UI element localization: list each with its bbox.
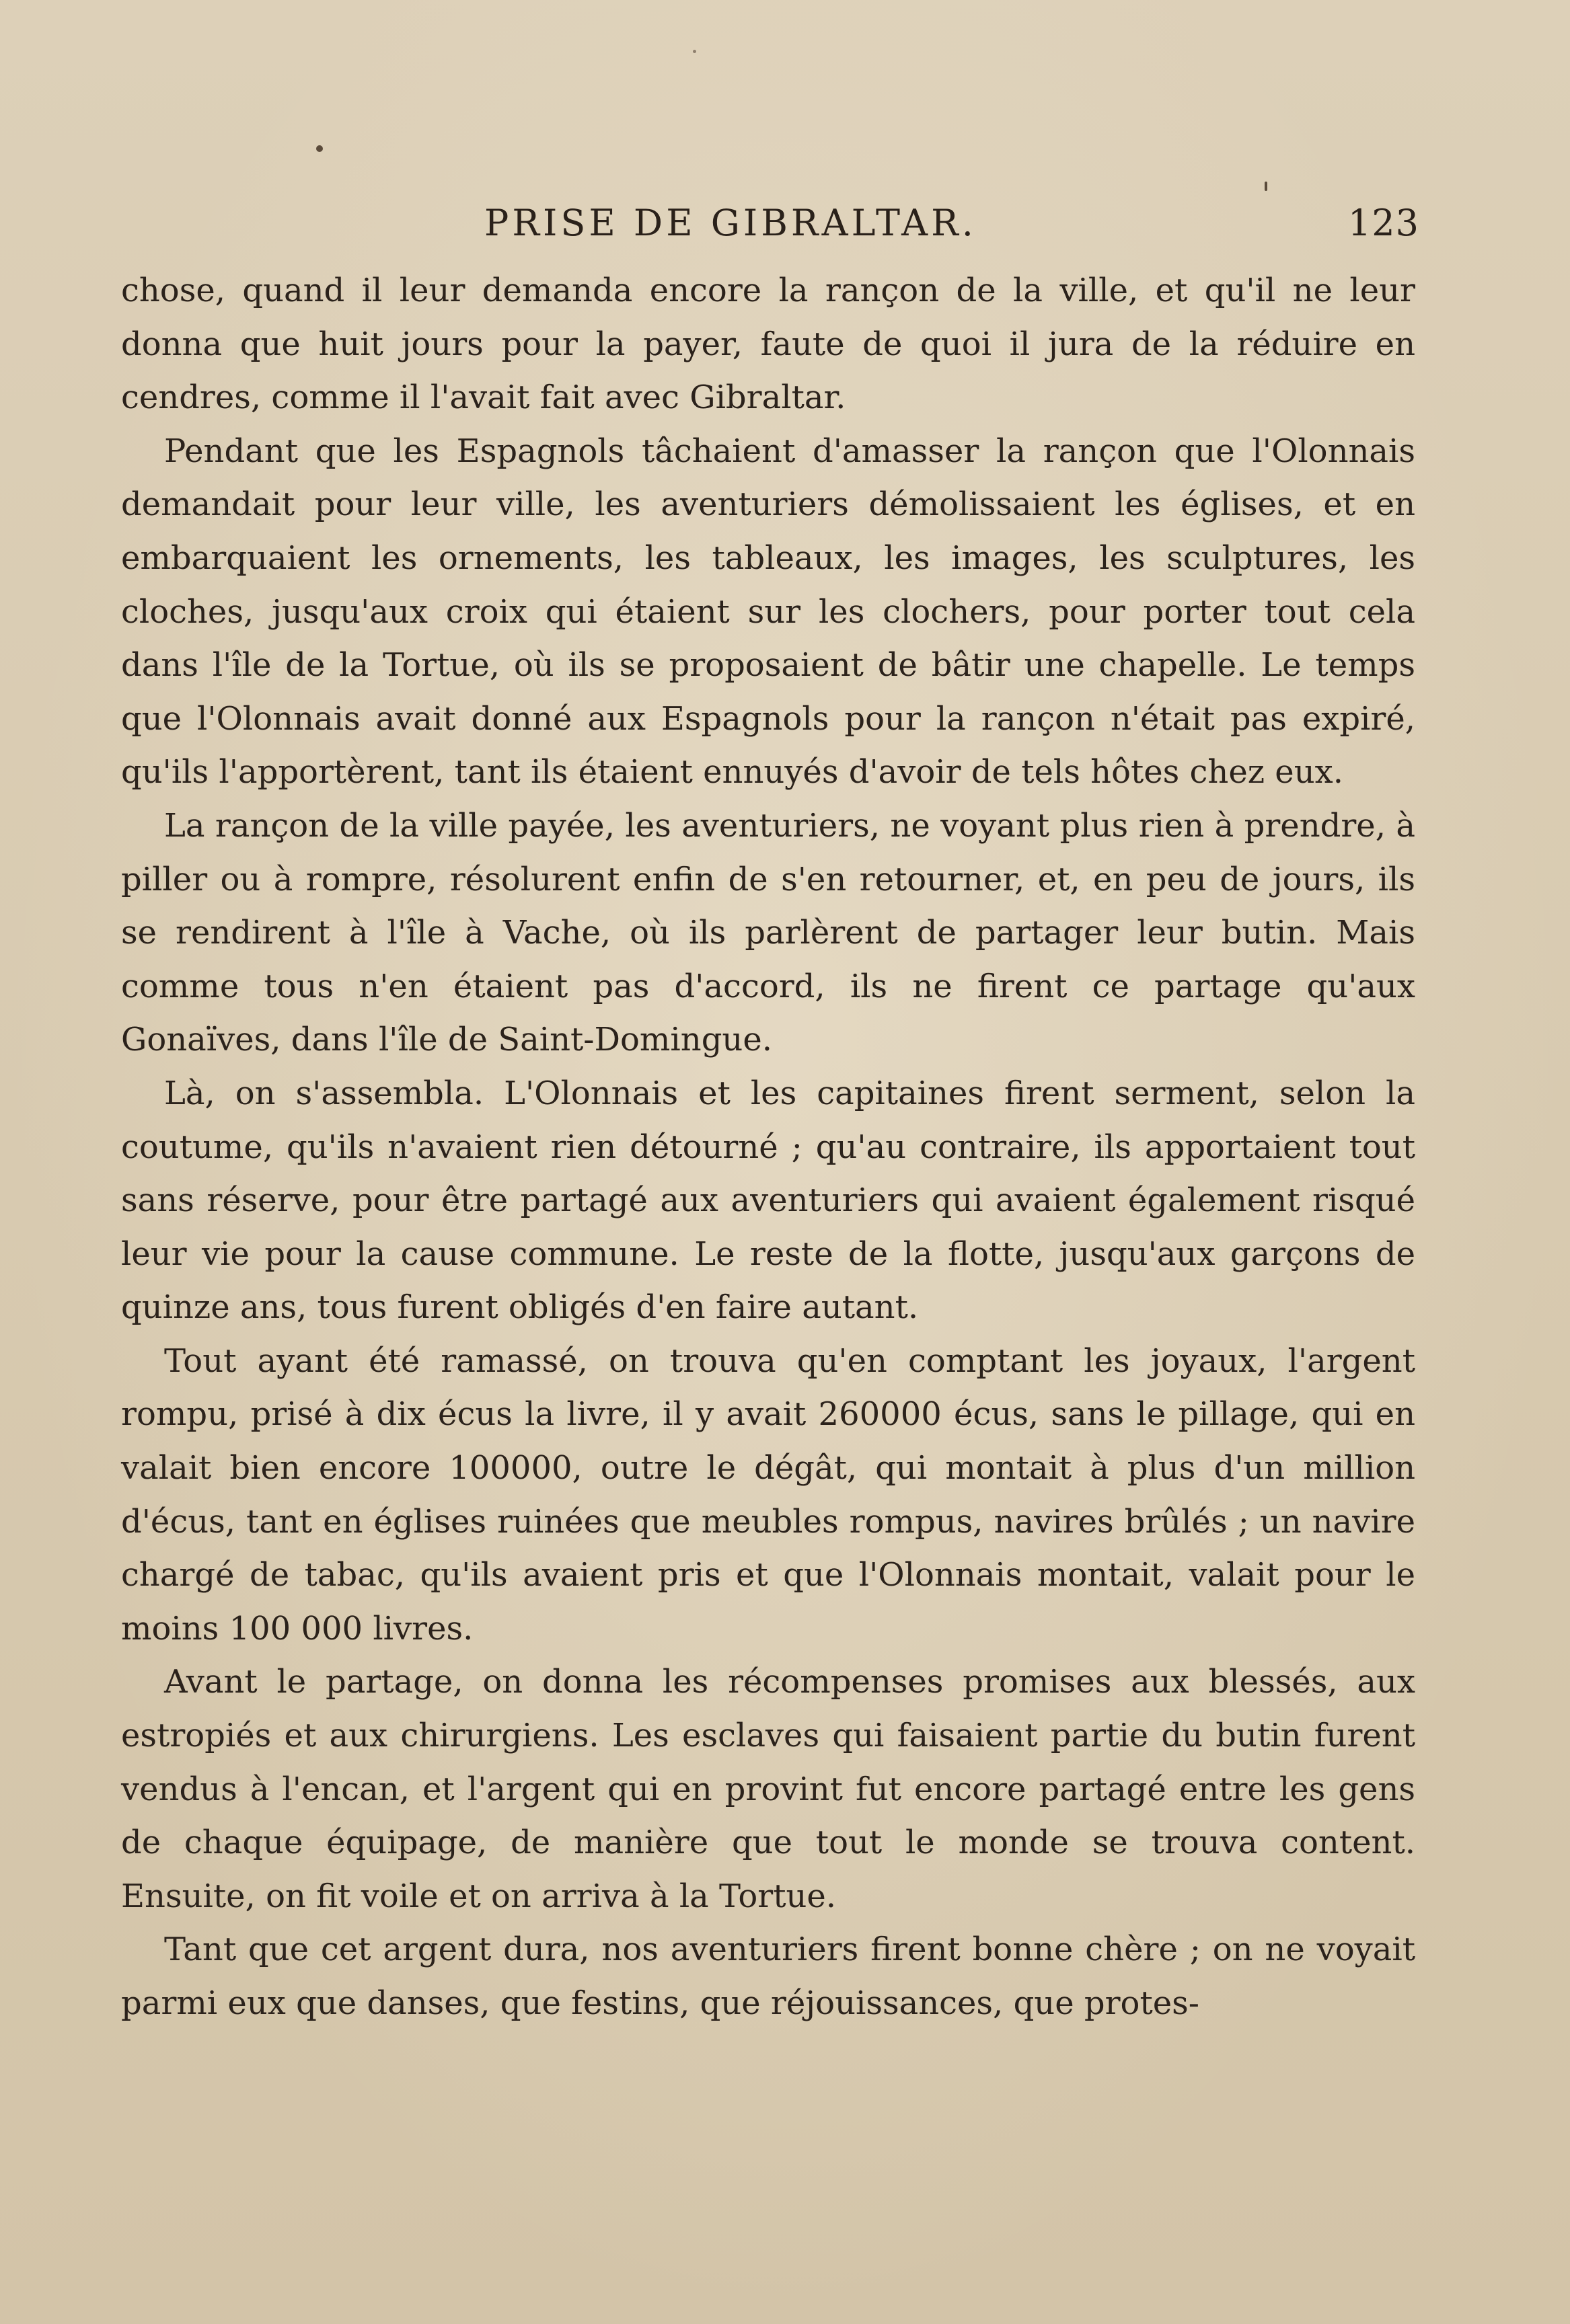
paper-speck [693,50,696,53]
running-header [484,202,1419,256]
paragraph: Tout ayant été ramassé, on trouva qu'en comptant les joyaux, l'argent rompu, prisé à dix écus la livre, il y avait 260000 écus, sans le pillage, qui en valait bien encore 100000, outre le dégât, qui montait à plus d'un million d'écus, tant en églises ruinées que meubles rompus, navires brûlés ; un navire chargé de tabac, qu'ils avaient pris et que l'Olonnais montait, valait pour le moins 100 000 livres. [121,1342,1415,1648]
paragraph: Avant le partage, on donna les récompenses promises aux blessés, aux estropiés et aux chirurgiens. Les esclaves qui faisaient partie du butin furent vendus à l'encan, et l'argent qui en provint fut encore partagé entre les gens de chaque équipage, de manière que tout le monde se trouva content. Ensuite, on fit voile et on arriva à la Tortue. [121,1663,1415,1915]
paper-speck [1265,182,1267,191]
paragraph: Là, on s'assembla. L'Olonnais et les capitaines firent serment, selon la coutume, qu'ils n'avaient rien détourné ; qu'au contraire, ils apportaient tout sans réserve, pour être partagé aux aventuriers qui avaient également risqué leur vie pour la cause commune. Le reste de la flotte, jusqu'aux garçons de quinze ans, tous furent obligés d'en faire autant. [121,1074,1415,1327]
paragraph: Pendant que les Espagnols tâchaient d'amasser la rançon que l'Olonnais demandait pour leur ville, les aventuriers démolissaient les églises, et en embarquaient les ornements, les tableaux, les images, les sculptures, les cloches, jusqu'aux croix qui étaient sur les clochers, pour porter tout cela dans l'île de la Tortue, où ils se proposaient de bâtir une chapelle. Le temps que l'Olonnais avait donné aux Espagnols pour la rançon n'était pas expiré, qu'ils l'apportèrent, tant ils étaient ennuyés d'avoir de tels hôtes chez eux. [121,432,1415,791]
paper-speck [316,145,323,152]
body-text [121,264,1415,2031]
running-title: PRISE DE GIBRALTAR. [484,202,977,244]
page-number: 123 [1347,202,1419,244]
paragraph: Tant que cet argent dura, nos aventuriers firent bonne chère ; on ne voyait parmi eux que danses, que festins, que réjouissances, que protes- [121,1931,1415,2022]
paragraph: La rançon de la ville payée, les aventuriers, ne voyant plus rien à prendre, à piller ou à rompre, résolurent enfin de s'en retourner, et, en peu de jours, ils se rendirent à l'île à Vache, où ils parlèrent de partager leur butin. Mais comme tous n'en étaient pas d'accord, ils ne firent ce partage qu'aux Gonaïves, dans l'île de Saint-Domingue. [121,806,1415,1059]
paragraph: chose, quand il leur demanda encore la rançon de la ville, et qu'il ne leur donna que huit jours pour la payer, faute de quoi il jura de la réduire en cendres, comme il l'avait fait avec Gibraltar. [121,272,1415,417]
